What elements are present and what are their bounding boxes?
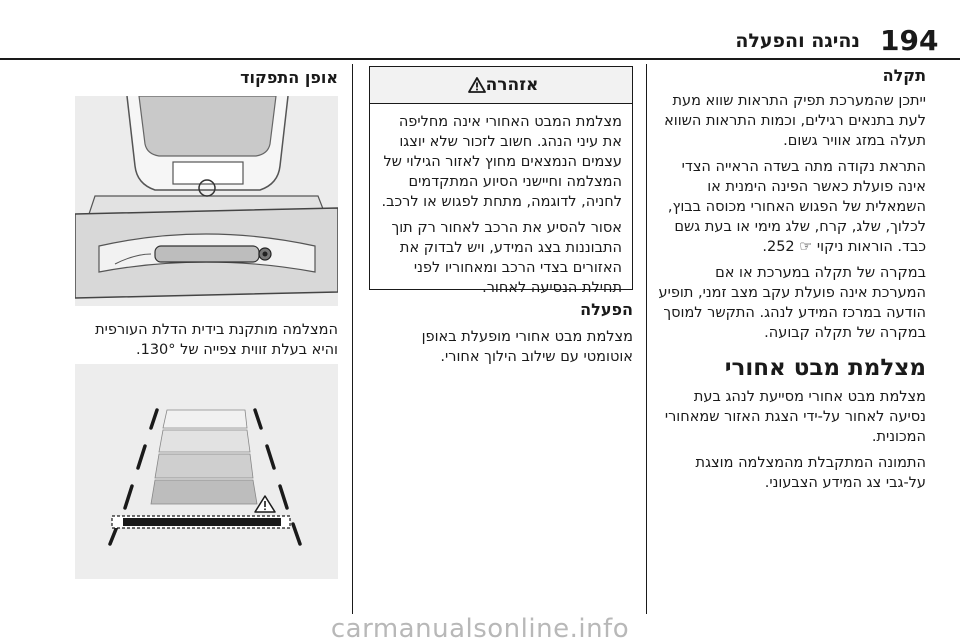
watermark-text: carmanualsonline.info <box>330 614 630 644</box>
fault-paragraph-2: התראת נקודה מתה בשדה הראייה הצדי אינה פועלת כאשר הפינה הימנית או השמאלית של הפגוש האחורי מכוסה בבוץ, לכלוך, שלג, קרח, שלג מימי או בעת גשם כבד. הוראות ניקוי ☞ 252. <box>667 159 926 255</box>
warning-body <box>370 104 632 298</box>
page-header-title: נהיגה והפעלה <box>735 30 860 52</box>
rear-camera-heading: מצלמת מבט אחורי <box>724 355 926 381</box>
rear-camera-location-illustration <box>75 96 338 306</box>
rear-camera-paragraph-2: התמונה המתקבלת מהמצלמה מוצגת על-גבי צג המידע הצבעוני. <box>695 455 926 491</box>
rear-camera-display-illustration <box>75 364 338 579</box>
rear-camera-paragraph-1: מצלמת מבט אחורי מסייעת לנהג בעת נסיעה לאחור על-ידי הצגת האזור שמאחורי המכונית. <box>664 389 926 445</box>
warning-paragraph-1: מצלמת המבט האחורי אינה מחליפה את עיני הנהג. חשוב לזכור שלא יוצגו עצמים הנמצאים מחוץ לאזור הגילוי של המצלמה וחיישני הסיוע המתקדמים לחניה, לדוגמה, מתחת לפגוש או לרכב. <box>381 114 622 210</box>
fault-paragraph-3: במקרה של תקלה במערכת או אם המערכת אינה פועלת עקב מצב זמני, תופיע הודעה במרכז המידע לנהג. התקשר למוסך במקרה של תקלה קבועה. <box>658 265 926 341</box>
fault-paragraph-1: ייתכן שהמערכת תפיק התראות שווא מעת לעת בתנאים רגילים, וכמות התראות השווא תעלה במזג אוויר גשום. <box>664 93 926 149</box>
operation-paragraph: מצלמת מבט אחורי מופעלת באופן אוטומטי עם שילוב הילוך אחורי. <box>421 329 633 365</box>
warning-paragraph-2: אסור להסיע את הרכב לאחור רק תוך התבוננות בצג המידע, ויש לבדוק את האזורים בצדי הרכב ומאחוריו לפני תחילת הנסיעה לאחור. <box>391 220 622 296</box>
column-divider-right <box>646 64 647 614</box>
warning-box <box>369 66 633 296</box>
page-number: 194 <box>880 24 939 57</box>
right-column <box>658 66 926 493</box>
location-heading: אופן התפקוד <box>240 68 338 87</box>
operation-section <box>369 300 633 367</box>
header-rule <box>0 58 960 60</box>
warning-header <box>370 67 632 104</box>
operation-heading: הפעלה <box>580 300 633 319</box>
warning-triangle-icon <box>468 77 486 93</box>
fault-heading: תקלה <box>882 66 926 85</box>
camera-angle-caption: המצלמה מותקנת בידית הדלת העורפית והיא בעלת זווית צפייה של 130°. <box>95 322 338 358</box>
warning-title: אזהרה <box>485 75 539 95</box>
column-divider-left <box>352 64 353 614</box>
